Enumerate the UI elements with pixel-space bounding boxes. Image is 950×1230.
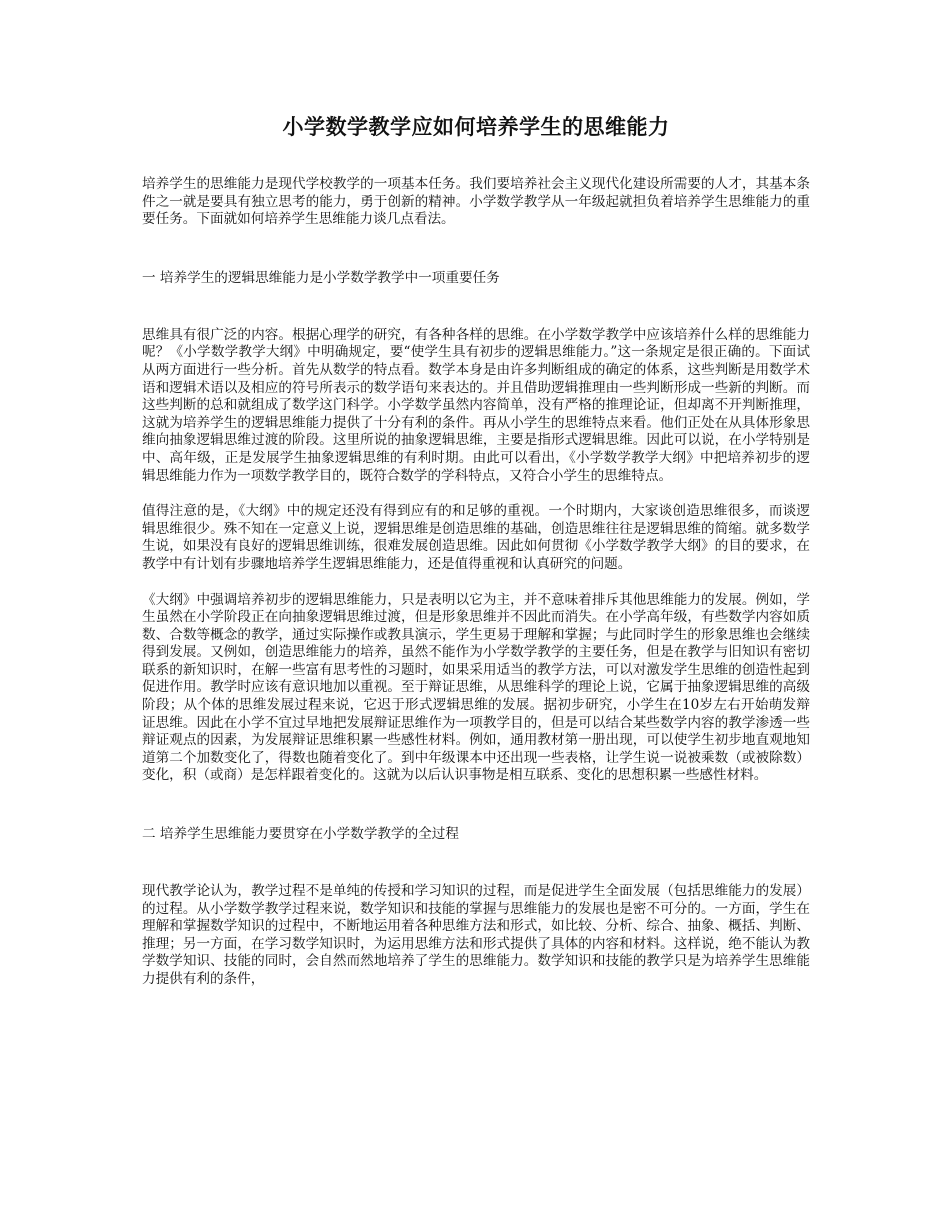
- section-1-paragraph-3: 《大纲》中强调培养初步的逻辑思维能力，只是表明以它为主，并不意味着排斥其他思维能力的发展。例如，学生虽然在小学阶段正在向抽象逻辑思维过渡，但是形象思维并不因此而消失。在小学高年级，有些数学内容如质数、合数等概念的教学，通过实际操作或教具演示，学生更易于理解和掌握；与此同时学生的形象思维也会继续得到发展。又例如，创造思维能力的培养，虽然不能作为小学数学教学的主要任务，但是在教学与旧知识有密切联系的新知识时，在解一些富有思考性的习题时，如果采用适当的教学方法，可以对激发学生思维的创造性起到促进作用。教学时应该有意识地加以重视。至于辩证思维，从思维科学的理论上说，它属于抽象逻辑思维的高级阶段；从个体的思维发展过程来说，它迟于形式逻辑思维的发展。据初步研究，小学生在10岁左右开始萌发辩证思维。因此在小学不宜过早地把发展辩证思维作为一项教学目的，但是可以结合某些数学内容的教学渗透一些辩证观点的因素，为发展辩证思维积累一些感性材料。例如，通用教材第一册出现，可以使学生初步地直观地知道第二个加数变化了，得数也随着变化了。到中年级课本中还出现一些表格，让学生说一说被乘数（或被除数）变化，积（或商）是怎样跟着变化的。这就为以后认识事物是相互联系、变化的思想积累一些感性材料。: [142, 591, 810, 784]
- section-1-paragraph-2: 值得注意的是，《大纲》中的规定还没有得到应有的和足够的重视。一个时期内，大家谈创造思维很多，而谈逻辑思维很少。殊不知在一定意义上说，逻辑思维是创造思维的基础，创造思维往往是逻辑思维的简缩。就多数学生说，如果没有良好的逻辑思维训练，很难发展创造思维。因此如何贯彻《小学数学教学大纲》的目的要求，在教学中有计划有步骤地培养学生逻辑思维能力，还是值得重视和认真研究的问题。: [142, 503, 810, 572]
- section-2-heading: 二 培养学生思维能力要贯穿在小学数学教学的全过程: [142, 826, 459, 843]
- section-1-heading: 一 培养学生的逻辑思维能力是小学数学教学中一项重要任务: [142, 269, 500, 286]
- document-page: [142, 112, 810, 989]
- section-1-paragraph-1: 思维具有很广泛的内容。根据心理学的研究，有各种各样的思维。在小学数学教学中应该培养什么样的思维能力呢？《小学数学教学大纲》中明确规定，要“使学生具有初步的逻辑思维能力。”这一条规定是很正确的。下面试从两方面进行一些分析。首先从数学的特点看。数学本身是由许多判断组成的确定的体系，这些判断是用数学术语和逻辑术语以及相应的符号所表示的数学语句来表达的。并且借助逻辑推理由一些判断形成一些新的判断。而这些判断的总和就组成了数学这门科学。小学数学虽然内容简单，没有严格的推理论证，但却离不开判断推理，这就为培养学生的逻辑思维能力提供了十分有利的条件。再从小学生的思维特点来看。他们正处在从具体形象思维向抽象逻辑思维过渡的阶段。这里所说的抽象逻辑思维，主要是指形式逻辑思维。因此可以说，在小学特别是中、高年级，正是发展学生抽象逻辑思维的有利时期。由此可以看出，《小学数学教学大纲》中把培养初步的逻辑思维能力作为一项数学教学目的，既符合数学的学科特点，又符合小学生的思维特点。: [142, 326, 810, 484]
- intro-paragraph: 培养学生的思维能力是现代学校教学的一项基本任务。我们要培养社会主义现代化建设所需要的人才，其基本条件之一就是要具有独立思考的能力，勇于创新的精神。小学数学教学从一年级起就担负着培养学生思维能力的重要任务。下面就如何培养学生思维能力谈几点看法。: [142, 176, 810, 228]
- document-title: 小学数学教学应如何培养学生的思维能力: [282, 114, 670, 139]
- section-2-paragraph-1: 现代教学论认为，教学过程不是单纯的传授和学习知识的过程，而是促进学生全面发展（包括思维能力的发展）的过程。从小学数学教学过程来说，数学知识和技能的掌握与思维能力的发展也是密不可分的。一方面，学生在理解和掌握数学知识的过程中，不断地运用着各种思维方法和形式，如比较、分析、综合、抽象、概括、判断、推理；另一方面，在学习数学知识时，为运用思维方法和形式提供了具体的内容和材料。这样说，绝不能认为教学数学知识、技能的同时，会自然而然地培养了学生的思维能力。数学知识和技能的教学只是为培养学生思维能力提供有利的条件，: [142, 883, 810, 987]
